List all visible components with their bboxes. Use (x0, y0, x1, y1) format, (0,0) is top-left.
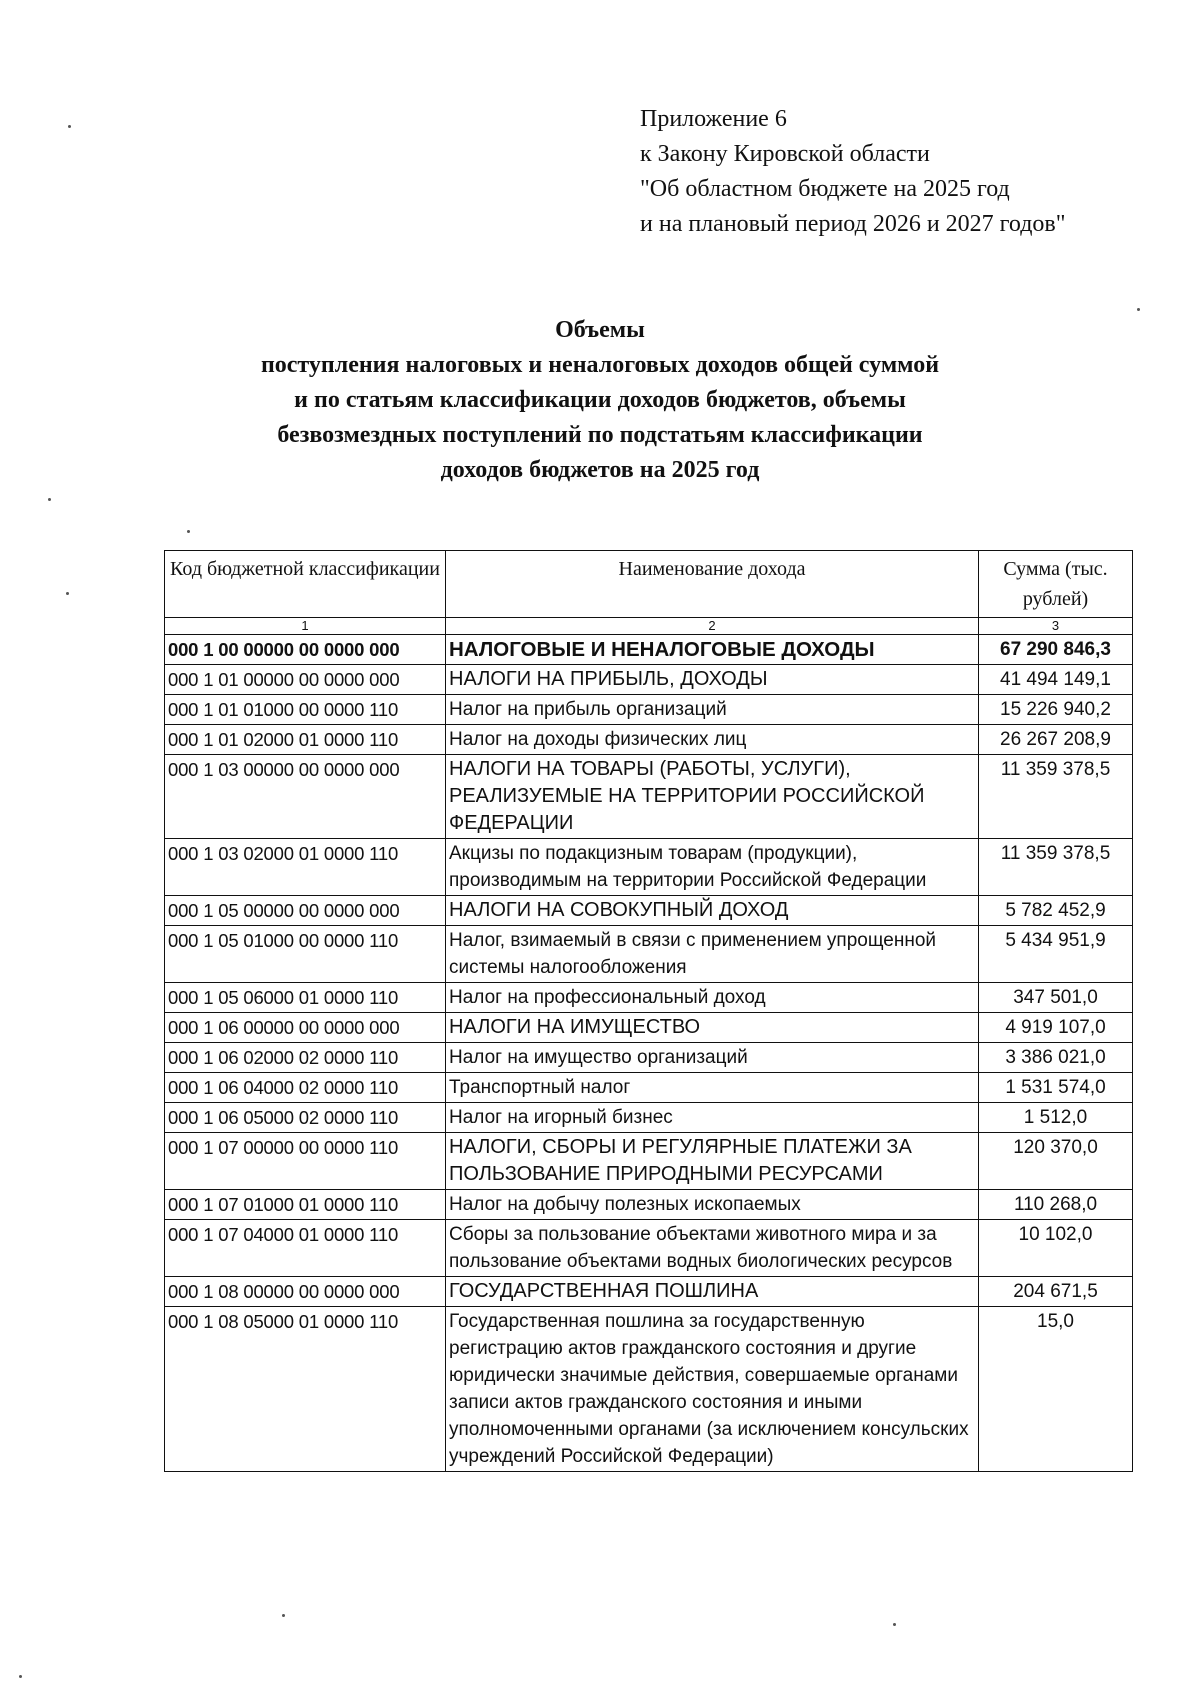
row-name: Налог на добычу полезных ископаемых (446, 1190, 979, 1220)
row-amount: 26 267 208,9 (979, 725, 1133, 755)
header-row (165, 551, 1133, 618)
scan-speck (66, 592, 69, 595)
row-name: НАЛОГИ НА СОВОКУПНЫЙ ДОХОД (446, 896, 979, 926)
row-code: 000 1 01 01000 00 0000 110 (165, 695, 446, 725)
scan-speck (68, 125, 71, 128)
row-name: Налог на игорный бизнес (446, 1103, 979, 1133)
table-row (165, 1013, 1133, 1043)
scan-speck (187, 530, 190, 533)
row-amount: 5 434 951,9 (979, 926, 1133, 983)
row-name: Налог на доходы физических лиц (446, 725, 979, 755)
table-row (165, 983, 1133, 1013)
row-code: 000 1 07 04000 01 0000 110 (165, 1220, 446, 1277)
table-row (165, 926, 1133, 983)
title-line: безвозмездных поступлений по подстатьям классификации (277, 422, 923, 448)
column-number: 3 (979, 618, 1133, 635)
row-amount: 204 671,5 (979, 1277, 1133, 1307)
table-row (165, 665, 1133, 695)
row-amount: 110 268,0 (979, 1190, 1133, 1220)
row-name: Сборы за пользование объектами животного мира и за пользование объектами водных биологических ресурсов (446, 1220, 979, 1277)
scan-speck (1137, 308, 1140, 311)
appendix-line: и на плановый период 2026 и 2027 годов" (640, 211, 1066, 237)
row-code: 000 1 03 00000 00 0000 000 (165, 755, 446, 839)
table-row (165, 755, 1133, 839)
row-name: Налог на имущество организаций (446, 1043, 979, 1073)
row-code: 000 1 07 01000 01 0000 110 (165, 1190, 446, 1220)
scan-speck (48, 498, 51, 501)
scan-speck (282, 1614, 285, 1617)
row-amount: 11 359 378,5 (979, 755, 1133, 839)
row-name: Акцизы по подакцизным товарам (продукции), производимым на территории Российской Федерации (446, 839, 979, 896)
row-code: 000 1 06 04000 02 0000 110 (165, 1073, 446, 1103)
table-row (165, 1073, 1133, 1103)
scan-speck (893, 1623, 896, 1626)
appendix-note (640, 102, 1066, 242)
column-number: 2 (446, 618, 979, 635)
table-row (165, 1133, 1133, 1190)
title-line: доходов бюджетов на 2025 год (440, 457, 760, 483)
row-code: 000 1 05 01000 00 0000 110 (165, 926, 446, 983)
document-title (230, 313, 970, 488)
appendix-line: Приложение 6 (640, 106, 787, 132)
table-row (165, 839, 1133, 896)
row-amount: 3 386 021,0 (979, 1043, 1133, 1073)
row-name: НАЛОГИ НА ПРИБЫЛЬ, ДОХОДЫ (446, 665, 979, 695)
table-row (165, 1190, 1133, 1220)
row-name: Транспортный налог (446, 1073, 979, 1103)
row-name: Налог, взимаемый в связи с применением упрощенной системы налогообложения (446, 926, 979, 983)
row-code: 000 1 05 00000 00 0000 000 (165, 896, 446, 926)
revenue-table (164, 550, 1133, 1472)
row-name: НАЛОГИ НА ТОВАРЫ (РАБОТЫ, УСЛУГИ), РЕАЛИЗУЕМЫЕ НА ТЕРРИТОРИИ РОССИЙСКОЙ ФЕДЕРАЦИИ (446, 755, 979, 839)
row-amount: 1 512,0 (979, 1103, 1133, 1133)
row-name: Государственная пошлина за государственную регистрацию актов гражданского состояния и другие юридически значимые действия, совершаемые органами записи актов гражданского состояния и иными уполномоченными органами (за исключением консульских учреждений Российской Федерации) (446, 1307, 979, 1472)
table-row (165, 1103, 1133, 1133)
row-code: 000 1 06 05000 02 0000 110 (165, 1103, 446, 1133)
row-amount: 1 531 574,0 (979, 1073, 1133, 1103)
header-amount: Сумма (тыс. рублей) (979, 551, 1133, 618)
row-code: 000 1 05 06000 01 0000 110 (165, 983, 446, 1013)
table-row (165, 725, 1133, 755)
row-code: 000 1 00 00000 00 0000 000 (165, 635, 446, 665)
row-code: 000 1 06 02000 02 0000 110 (165, 1043, 446, 1073)
title-line: поступления налоговых и неналоговых доходов общей суммой (260, 352, 940, 378)
row-code: 000 1 06 00000 00 0000 000 (165, 1013, 446, 1043)
row-amount: 67 290 846,3 (979, 635, 1133, 665)
row-amount: 347 501,0 (979, 983, 1133, 1013)
row-name: Налог на профессиональный доход (446, 983, 979, 1013)
table-row (165, 635, 1133, 665)
row-code: 000 1 03 02000 01 0000 110 (165, 839, 446, 896)
row-amount: 120 370,0 (979, 1133, 1133, 1190)
row-name: НАЛОГИ, СБОРЫ И РЕГУЛЯРНЫЕ ПЛАТЕЖИ ЗА ПОЛЬЗОВАНИЕ ПРИРОДНЫМИ РЕСУРСАМИ (446, 1133, 979, 1190)
table-row (165, 695, 1133, 725)
title-line: и по статьям классификации доходов бюджетов, объемы (294, 387, 906, 413)
row-name: ГОСУДАРСТВЕННАЯ ПОШЛИНА (446, 1277, 979, 1307)
row-amount: 10 102,0 (979, 1220, 1133, 1277)
column-number: 1 (165, 618, 446, 635)
row-amount: 5 782 452,9 (979, 896, 1133, 926)
scan-speck (19, 1675, 22, 1678)
row-name: Налог на прибыль организаций (446, 695, 979, 725)
table-row (165, 896, 1133, 926)
table-row (165, 1043, 1133, 1073)
row-name: НАЛОГИ НА ИМУЩЕСТВО (446, 1013, 979, 1043)
row-name: НАЛОГОВЫЕ И НЕНАЛОГОВЫЕ ДОХОДЫ (446, 635, 979, 665)
column-number-row (165, 618, 1133, 635)
table-row (165, 1307, 1133, 1472)
header-name: Наименование дохода (446, 551, 979, 618)
title-line: Объемы (555, 317, 645, 343)
table-row (165, 1220, 1133, 1277)
header-code: Код бюджетной классификации (165, 551, 446, 618)
row-code: 000 1 08 05000 01 0000 110 (165, 1307, 446, 1472)
row-code: 000 1 08 00000 00 0000 000 (165, 1277, 446, 1307)
row-amount: 11 359 378,5 (979, 839, 1133, 896)
row-code: 000 1 07 00000 00 0000 110 (165, 1133, 446, 1190)
row-amount: 15 226 940,2 (979, 695, 1133, 725)
appendix-line: "Об областном бюджете на 2025 год (640, 176, 1010, 202)
row-amount: 4 919 107,0 (979, 1013, 1133, 1043)
row-amount: 15,0 (979, 1307, 1133, 1472)
row-code: 000 1 01 02000 01 0000 110 (165, 725, 446, 755)
row-amount: 41 494 149,1 (979, 665, 1133, 695)
table-row (165, 1277, 1133, 1307)
appendix-line: к Закону Кировской области (640, 141, 930, 167)
row-code: 000 1 01 00000 00 0000 000 (165, 665, 446, 695)
